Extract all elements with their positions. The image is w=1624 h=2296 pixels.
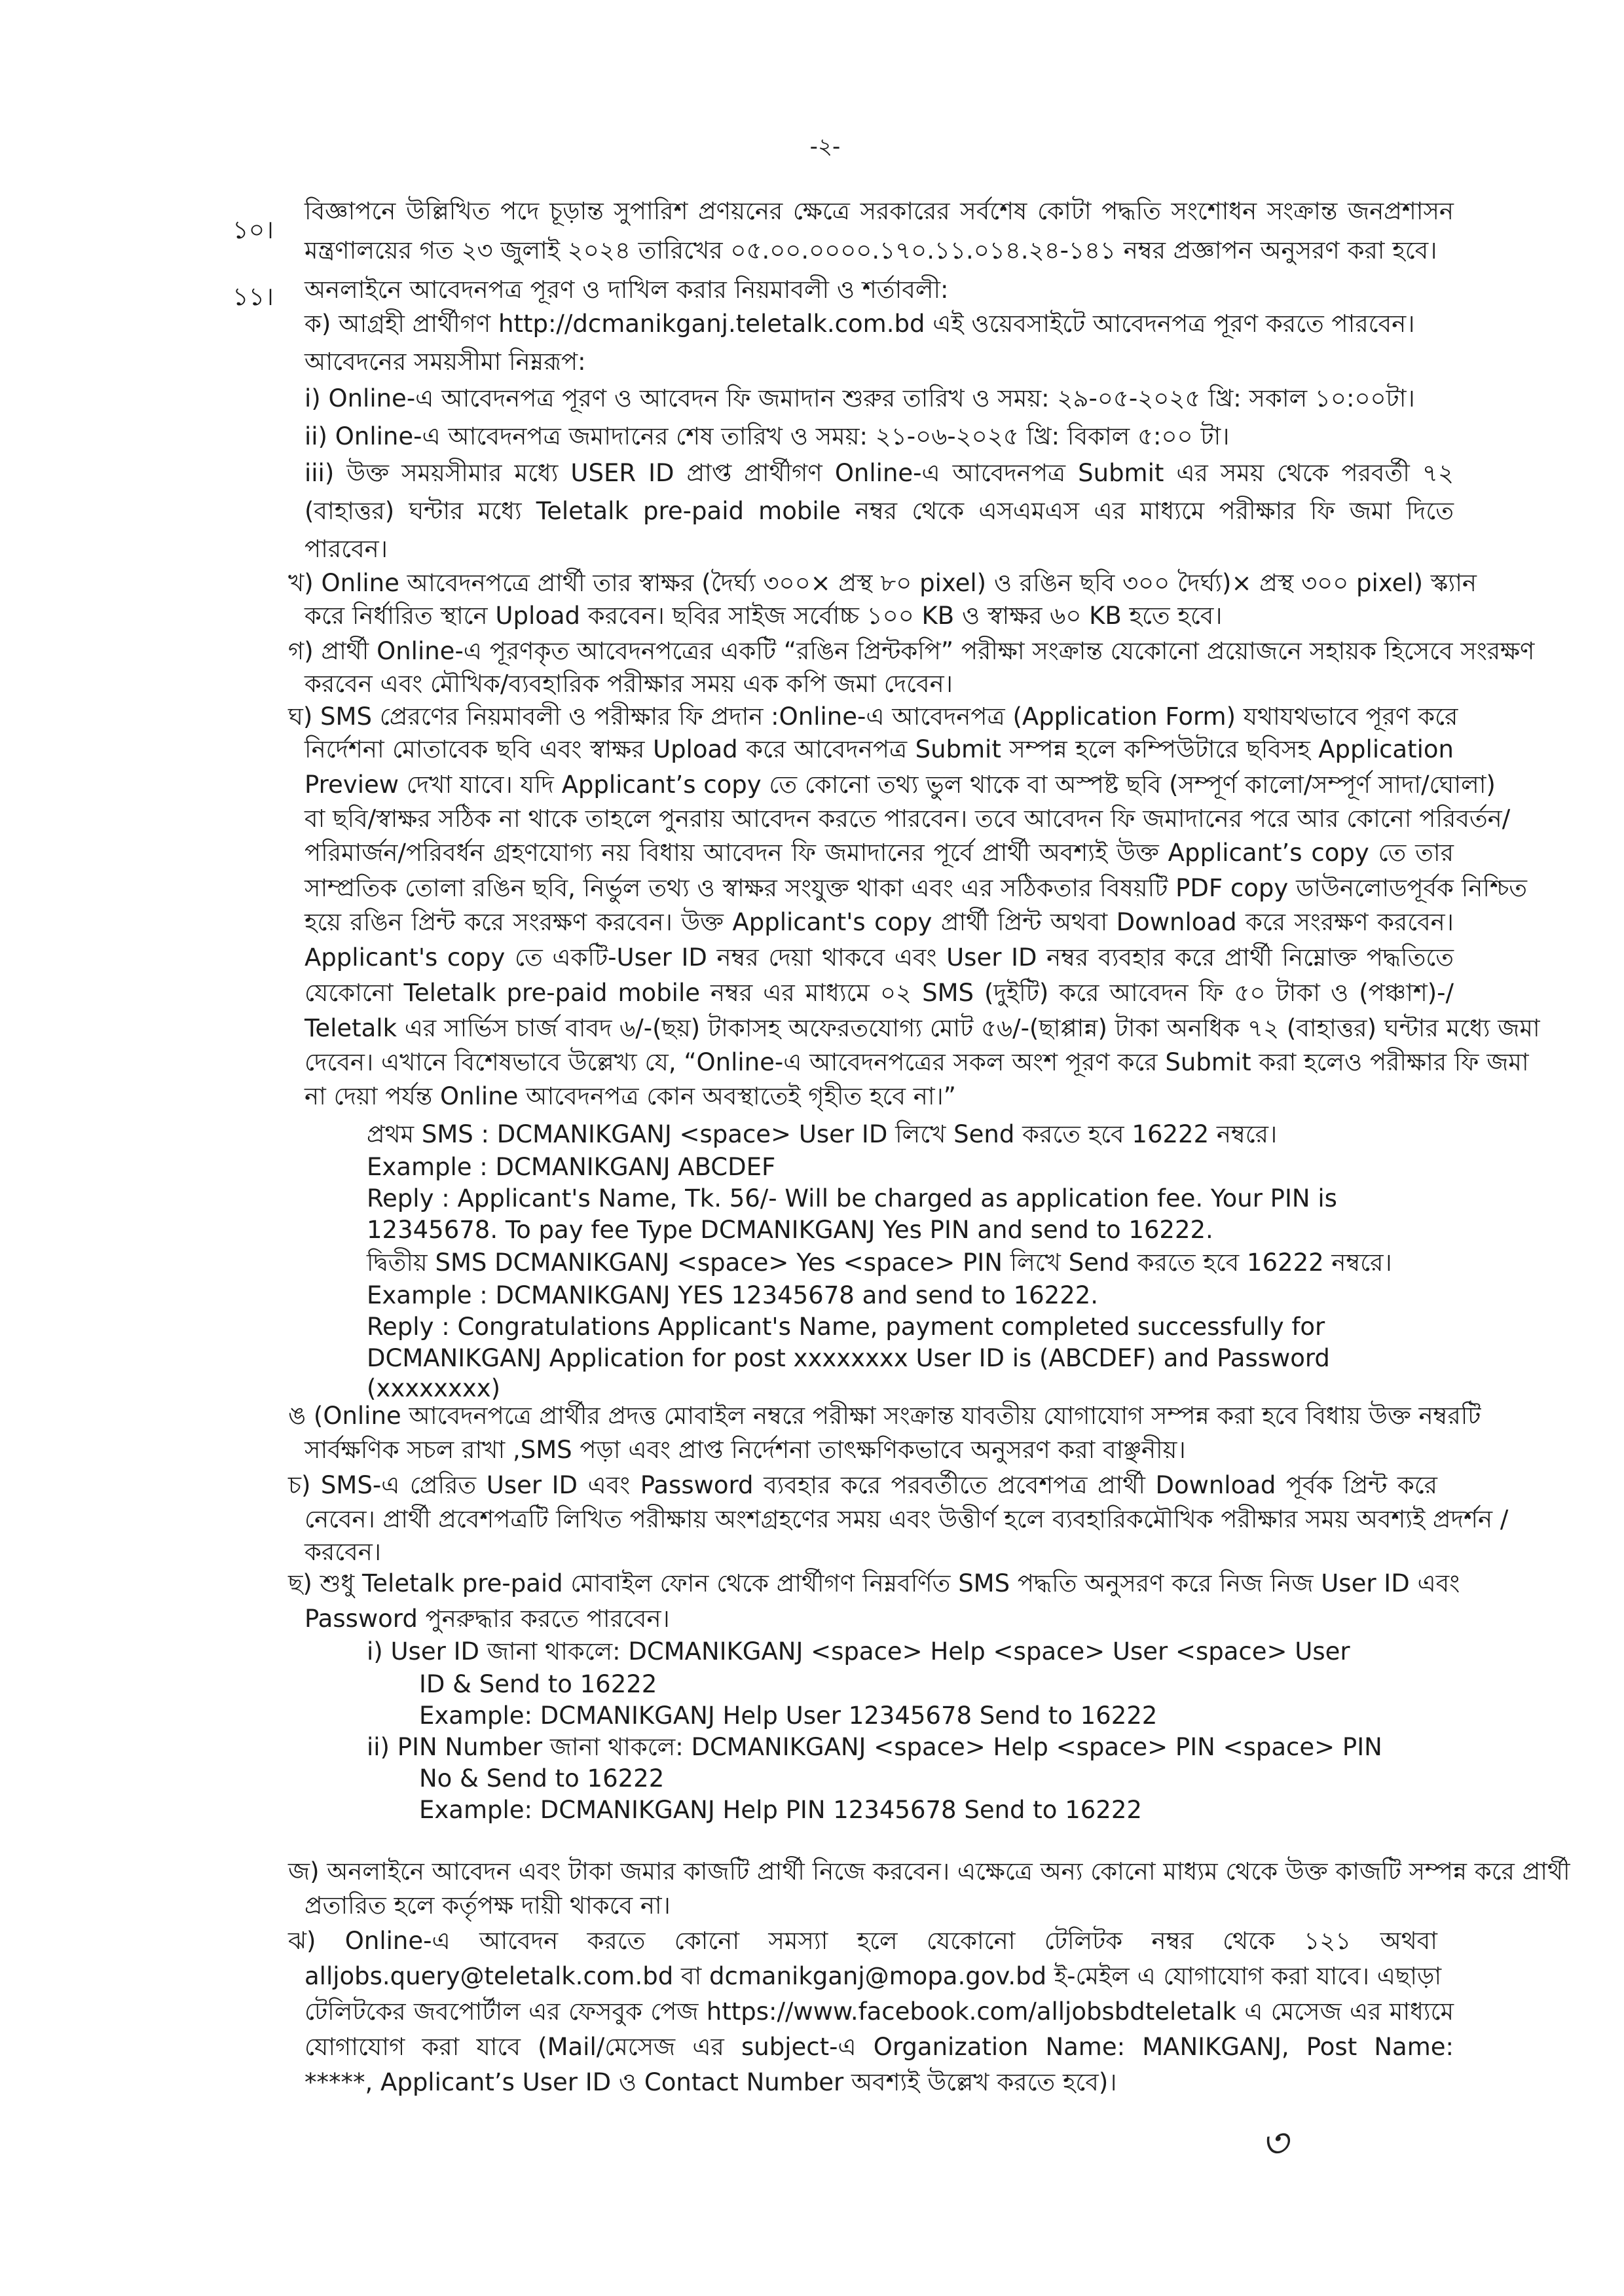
text-line: *****, Applicant’s User ID ও Contact Number অবশ্যই উল্লেখ করতে হবে)।: [304, 2068, 1117, 2096]
text-line: করবেন।: [304, 1538, 382, 1566]
text-line: ঙ (Online আবেদনপত্রে প্রার্থীর প্রদত্ত মোবাইল নম্বরে পরীক্ষা সংক্রান্ত যাবতীয় যোগাযোগ সম্পন্ন করা হবে বিধায় উক্ত নম্বরটি: [288, 1402, 1481, 1430]
text-line: ii) PIN Number জানা থাকলে: DCMANIKGANJ <space> Help <space> PIN <space> PIN: [367, 1733, 1382, 1761]
handwritten-page-mark: ৩: [1261, 2119, 1288, 2168]
text-line: alljobs.query@teletalk.com.bd বা dcmanikganj@mopa.gov.bd ই-মেইল এ যোগাযোগ করা যাবে। এছাড়া: [304, 1962, 1442, 1990]
text-line: (বাহাত্তর) ঘন্টার মধ্যে Teletalk pre-paid mobile নম্বর থেকে এসএমএস এর মাধ্যমে পরীক্ষার ফি জমা দিতে: [304, 497, 1454, 525]
text-line: যোগাযোগ করা যাবে (Mail/মেসেজ এর subject-এ Organization Name: MANIKGANJ, Post Name:: [304, 2033, 1454, 2061]
text-line: ছ) শুধু Teletalk pre-paid মোবাইল ফোন থেকে প্রার্থীগণ নিম্নবর্ণিত SMS পদ্ধতি অনুসরণ করে নিজ নিজ User ID এবং: [288, 1569, 1460, 1597]
text-line: i) User ID জানা থাকলে: DCMANIKGANJ <space> Help <space> User <space> User: [367, 1637, 1350, 1666]
text-line: করবেন এবং মৌখিক/ব্যবহারিক পরীক্ষার সময় এক কপি জমা দেবেন।: [304, 670, 953, 698]
text-line: সাম্প্রতিক তোলা রঙিন ছবি, নির্ভুল তথ্য ও স্বাক্ষর সংযুক্ত থাকা এবং এর সঠিকতার বিষয়টি PDF copy ডাউনলোডপূর্বক নিশ্চিত: [304, 874, 1528, 902]
text-line: যেকোনো Teletalk pre-paid mobile নম্বর এর মাধ্যমে ০২ SMS (দুইটি) করে আবেদন ফি ৫০ টাকা ও (পঞ্চাশ)-/: [304, 979, 1454, 1007]
text-line: না দেয়া পর্যন্ত Online আবেদনপত্র কোন অবস্থাতেই গৃহীত হবে না।”: [304, 1082, 956, 1110]
text-line: Teletalk এর সার্ভিস চার্জ বাবদ ৬/-(ছয়) টাকাসহ অফেরতযোগ্য মোট ৫৬/-(ছাপ্পান্ন) টাকা অনধিক ৭২ (বাহাত্তর) ঘন্টার মধ্যে জমা: [304, 1014, 1540, 1042]
text-line: ID & Send to 16222: [419, 1670, 657, 1698]
text-line: টেলিটকের জবপোর্টাল এর ফেসবুক পেজ https://www.facebook.com/alljobsbdteletalk এ মেসেজ এর মাধ্যমে: [304, 1997, 1454, 2026]
text-line: বিজ্ঞাপনে উল্লিখিত পদে চূড়ান্ত সুপারিশ প্রণয়নের ক্ষেত্রে সরকারের সর্বশেষ কোটা পদ্ধতি সংশোধন সংক্রান্ত জনপ্রশাসন: [304, 197, 1454, 225]
text-line: ঝ) Online-এ আবেদন করতে কোনো সমস্যা হলে যেকোনো টেলিটক নম্বর থেকে ১২১ অথবা: [288, 1927, 1437, 1955]
text-line: আবেদনের সময়সীমা নিম্নরূপ:: [304, 348, 586, 376]
text-line: Password পুনরুদ্ধার করতে পারবেন।: [304, 1605, 670, 1633]
text-line: 12345678. To pay fee Type DCMANIKGANJ Yes PIN and send to 16222.: [367, 1216, 1213, 1244]
text-line: Example: DCMANIKGANJ Help PIN 12345678 Send to 16222: [419, 1796, 1142, 1824]
text-line: Example : DCMANIKGANJ ABCDEF: [367, 1153, 776, 1181]
text-line: Reply : Congratulations Applicant's Name, payment completed successfully for: [367, 1313, 1325, 1341]
text-line: সার্বক্ষণিক সচল রাখা ,SMS পড়া এবং প্রাপ্ত নির্দেশনা তাৎক্ষণিকভাবে অনুসরণ করা বাঞ্ছনীয়।: [304, 1436, 1186, 1464]
text-line: পরিমার্জন/পরিবর্ধন গ্রহণযোগ্য নয় বিধায় আবেদন ফি জমাদানের পূর্বে প্রার্থী অবশ্যই উক্ত Applicant’s copy তে তার: [304, 839, 1454, 867]
text-line: Example : DCMANIKGANJ YES 12345678 and send to 16222.: [367, 1281, 1099, 1309]
text-line: Applicant's copy তে একটি-User ID নম্বর দেয়া থাকবে এবং User ID নম্বর ব্যবহার করে প্রার্থী নিম্নোক্ত পদ্ধতিতে: [304, 943, 1454, 972]
text-line: i) Online-এ আবেদনপত্র পূরণ ও আবেদন ফি জমাদান শুরুর তারিখ ও সময়: ২৯-০৫-২০২৫ খ্রি: সকাল ১০:০০টা।: [304, 384, 1415, 412]
text-line: দেবেন। এখানে বিশেষভাবে উল্লেখ্য যে, “Online-এ আবেদনপত্রের সকল অংশ পূরণ করে Submit করা হলেও পরীক্ষার ফি জমা: [304, 1048, 1529, 1076]
text-line: মন্ত্রণালয়ের গত ২৩ জুলাই ২০২৪ তারিখের ০৫.০০.০০০০.১৭০.১১.০১৪.২৪-১৪১ নম্বর প্রজ্ঞাপন অনুসরণ করা হবে।: [304, 236, 1437, 264]
text-line: iii) উক্ত সময়সীমার মধ্যে USER ID প্রাপ্ত প্রার্থীগণ Online-এ আবেদনপত্র Submit এর সময় থেকে পরবর্তী ৭২: [304, 459, 1454, 487]
text-line: নেবেন। প্রার্থী প্রবেশপত্রটি লিখিত পরীক্ষায় অংশগ্রহণের সময় এবং উত্তীর্ণ হলে ব্যবহারিকমৌখিক পরীক্ষার সময় অবশ্যই প্রদর্শন /: [304, 1505, 1509, 1533]
text-line: Reply : Applicant's Name, Tk. 56/- Will be charged as application fee. Your PIN is: [367, 1184, 1337, 1212]
text-line: প্রথম SMS : DCMANIKGANJ <space> User ID লিখে Send করতে হবে 16222 নম্বরে।: [367, 1120, 1278, 1148]
clause-number: ১১।: [232, 282, 274, 311]
text-line: ক) আগ্রহী প্রার্থীগণ http://dcmanikganj.teletalk.com.bd এই ওয়েবসাইটে আবেদনপত্র পূরণ করতে পারবেন।: [304, 310, 1415, 338]
page-number: -২-: [809, 134, 841, 160]
text-line: ঘ) SMS প্রেরণের নিয়মাবলী ও পরীক্ষার ফি প্রদান :Online-এ আবেদনপত্র (Application Form) যথাযথভাবে পূরণ করে: [288, 702, 1458, 731]
text-line: DCMANIKGANJ Application for post xxxxxxxx User ID is (ABCDEF) and Password: [367, 1344, 1330, 1372]
text-line: দ্বিতীয় SMS DCMANIKGANJ <space> Yes <space> PIN লিখে Send করতে হবে 16222 নম্বরে।: [367, 1248, 1392, 1277]
text-line: করে নির্ধারিত স্থানে Upload করবেন। ছবির সাইজ সর্বোচ্চ ১০০ KB ও স্বাক্ষর ৬০ KB হতে হবে।: [304, 602, 1223, 630]
text-line: খ) Online আবেদনপত্রে প্রার্থী তার স্বাক্ষর (দৈর্ঘ্য ৩০০× প্রস্থ ৮০ pixel) ও রঙিন ছবি ৩০০ দৈর্ঘ্য)× প্রস্থ ৩০০ pixel) স্ক্যান: [288, 569, 1477, 597]
text-line: জ) অনলাইনে আবেদন এবং টাকা জমার কাজটি প্রার্থী নিজে করবেন। এক্ষেত্রে অন্য কোনো মাধ্যম থেকে উক্ত কাজটি সম্পন্ন করে প্রার্থী: [288, 1857, 1570, 1886]
text-line: পারবেন।: [304, 535, 388, 563]
text-line: Example: DCMANIKGANJ Help User 12345678 Send to 16222: [419, 1702, 1158, 1730]
text-line: বা ছবি/স্বাক্ষর সঠিক না থাকে তাহলে পুনরায় আবেদন করতে পারবেন। তবে আবেদন ফি জমাদানের পরে আর কোনো পরিবর্তন/: [304, 805, 1511, 833]
text-line: প্রতারিত হলে কর্তৃপক্ষ দায়ী থাকবে না।: [304, 1891, 671, 1920]
text-line: ii) Online-এ আবেদনপত্র জমাদানের শেষ তারিখ ও সময়: ২১-০৬-২০২৫ খ্রি: বিকাল ৫:০০ টা।: [304, 422, 1230, 450]
text-line: গ) প্রার্থী Online-এ পূরণকৃত আবেদনপত্রের একটি “রঙিন প্রিন্টকপি” পরীক্ষা সংক্রান্ত যেকোনো প্রয়োজনে সহায়ক হিসেবে সংরক্ষণ: [288, 637, 1535, 665]
text-line: (xxxxxxxx): [367, 1374, 501, 1402]
text-line: হয়ে রঙিন প্রিন্ট করে সংরক্ষণ করবেন। উক্ত Applicant's copy প্রার্থী প্রিন্ট অথবা Download করে সংরক্ষণ করবেন।: [304, 908, 1454, 936]
text-line: চ) SMS-এ প্রেরিত User ID এবং Password ব্যবহার করে পরবর্তীতে প্রবেশপত্র প্রার্থী Download পূর্বক প্রিন্ট করে: [288, 1471, 1437, 1499]
text-line: No & Send to 16222: [419, 1764, 665, 1793]
text-line: নির্দেশনা মোতাবেক ছবি এবং স্বাক্ষর Upload করে আবেদনপত্র Submit সম্পন্ন হলে কম্পিউটারে ছবিসহ Application: [304, 735, 1454, 763]
clause-number: ১০।: [232, 215, 274, 244]
text-line: অনলাইনে আবেদনপত্র পূরণ ও দাখিল করার নিয়মাবলী ও শর্তাবলী:: [304, 276, 949, 304]
text-line: Preview দেখা যাবে। যদি Applicant’s copy তে কোনো তথ্য ভুল থাকে বা অস্পষ্ট ছবি (সম্পূর্ণ কালো/সম্পূর্ণ সাদা/ঘোলা): [304, 771, 1496, 799]
